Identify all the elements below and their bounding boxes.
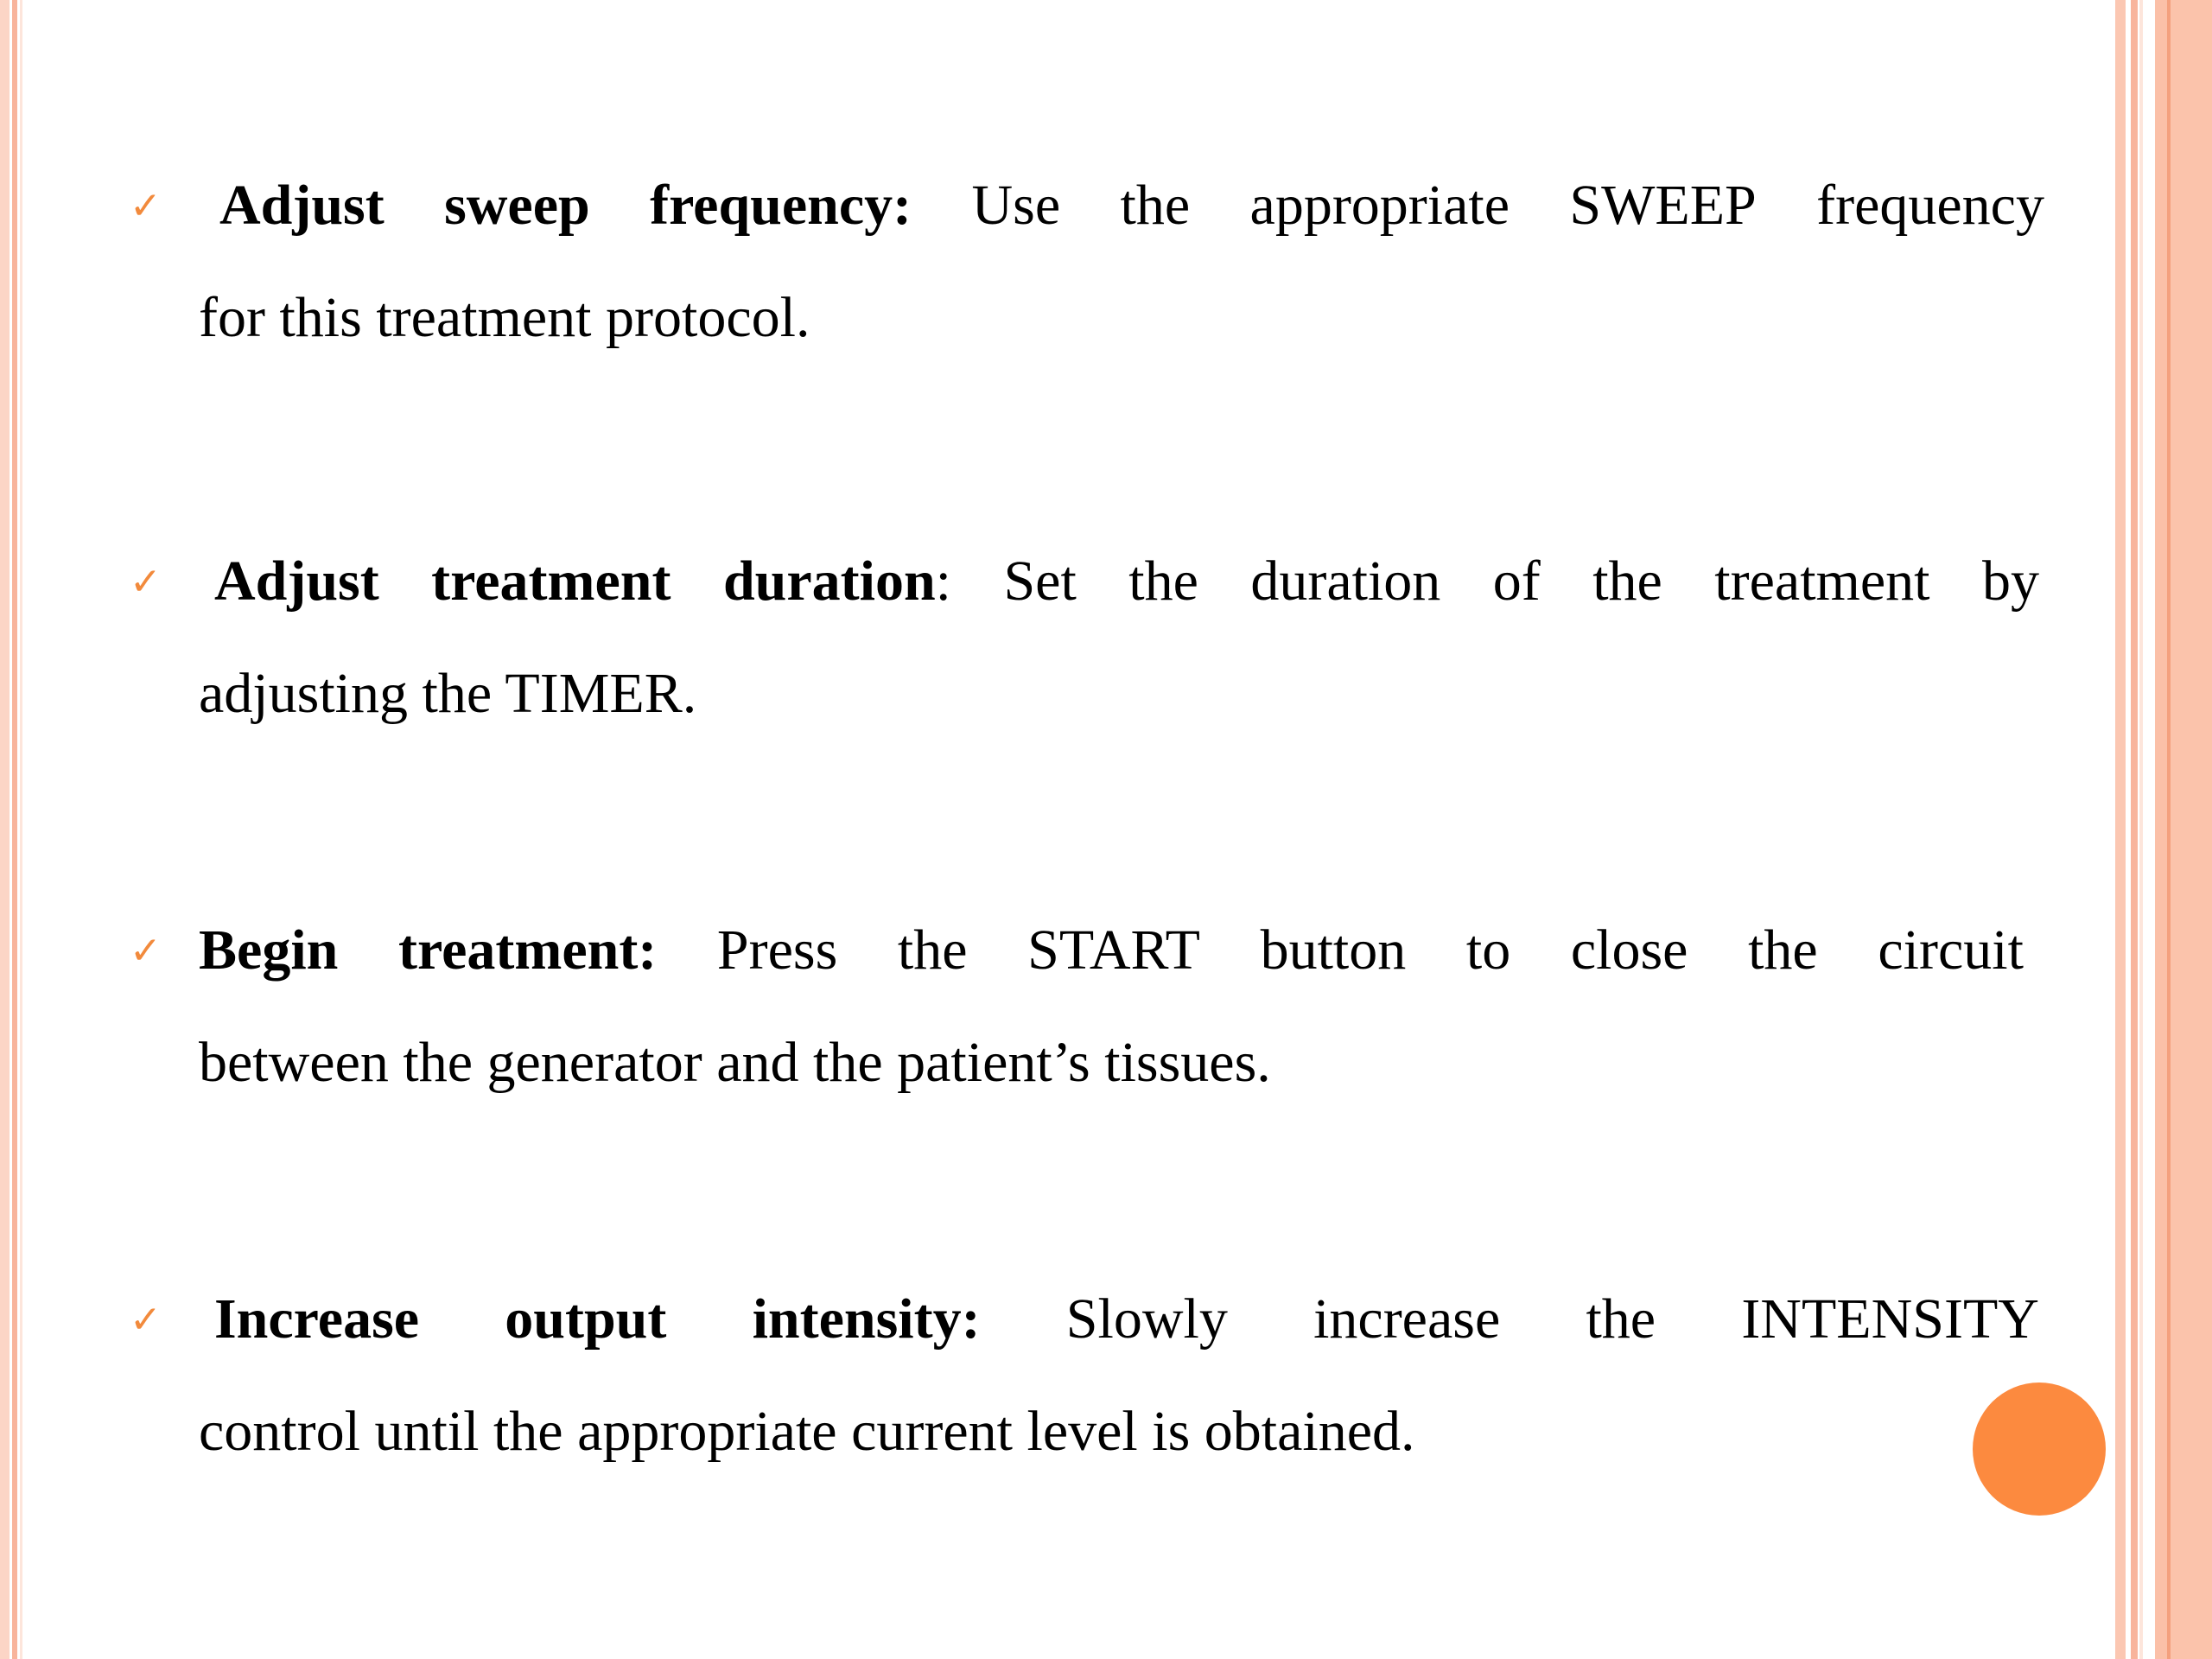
right-border-gap [2143,0,2155,1659]
bullet-text-word: the [1128,550,1198,613]
right-border-stripe [2131,0,2138,1659]
bullet-text-word: button [1260,918,1407,982]
bullet-text-word: the [1120,174,1191,237]
bullet-text-word: Set [1003,550,1077,613]
bullet-text-word: INTENSITY [1741,1287,2039,1351]
bullet-text-word: START [1027,918,1200,982]
checkmark-icon: ✓ [130,929,162,973]
right-border-stripe [2171,0,2212,1659]
bullet-text-word: to [1465,918,1511,982]
bullet-text-word: the [1586,1287,1656,1351]
bullet-text-word: of [1492,550,1541,613]
bullet-heading-word: Adjust [214,550,379,613]
bullet-text-word: increase [1313,1287,1501,1351]
bullet-text-word: close [1570,918,1688,982]
bullet-text-word: SWEEP [1569,174,1757,237]
bullet-line-first [219,167,2044,245]
bullet-text-word: circuit [1878,918,2024,982]
bullet-heading-word: duration [722,550,936,613]
bullet-text-word: treatment [1714,550,1930,613]
bullet-heading-word: Increase [214,1287,420,1351]
bullet-line-continuation: control until the appropriate current level is obtained. [199,1400,1415,1463]
bullet-line-first [199,912,2024,989]
bullet-text-word: duration [1250,550,1441,613]
bullet-text-word: Use [971,174,1061,237]
bullet-text-word: Press [716,918,838,982]
bullet-line-continuation: for this treatment protocol. [199,286,810,349]
bullet-heading-word-group [723,543,951,620]
bullet-text-word: the [897,918,968,982]
right-border-stripe [2155,0,2167,1659]
bullet-text-word: by [1981,550,2039,613]
checkmark-icon: ✓ [130,560,162,604]
checkmark-icon: ✓ [130,1298,162,1342]
bullet-heading-word: Adjust [219,174,385,237]
bullet-text-word: the [1748,918,1818,982]
bullet-line-first [214,1281,2039,1358]
bullet-text-word: frequency [1816,174,2044,237]
bullet-heading-word: output [505,1287,667,1351]
bullet-heading-word: treatment: [397,918,658,982]
bullet-heading-word: Begin [199,918,339,982]
bullet-line-continuation: between the generator and the patient’s tissues. [199,1031,1271,1094]
bullet-text-word: Slowly [1065,1287,1228,1351]
bullet-heading-word: frequency: [650,174,912,237]
bullet-line-first [214,543,2039,620]
bullet-heading-word: sweep [444,174,590,237]
bullet-line-continuation: adjusting the TIMER. [199,662,697,725]
bullet-heading-suffix: : [935,550,952,613]
bullet-text-word: the [1592,550,1662,613]
right-border-stripe [2115,0,2126,1659]
checkmark-icon: ✓ [130,184,162,228]
bullet-heading-word: intensity: [752,1287,981,1351]
bullet-text-word: appropriate [1249,174,1510,237]
bullet-heading-word: treatment [431,550,671,613]
